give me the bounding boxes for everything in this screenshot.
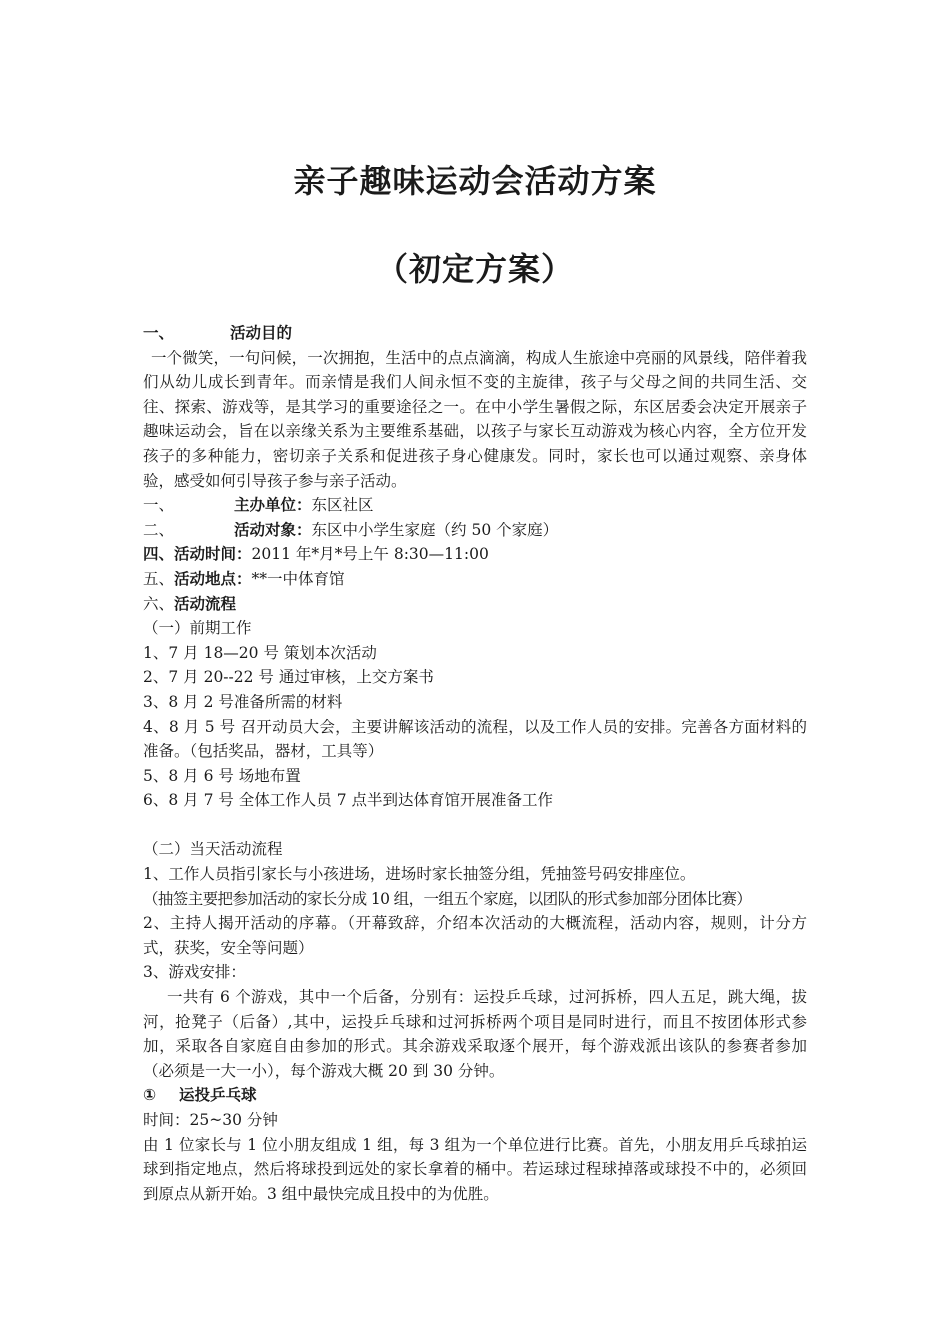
page-subtitle: （初定方案） (375, 250, 574, 288)
pre-work-item: 4、8 月 5 号 召开动员大会，主要讲解该活动的流程，以及工作人员的安排。完善各方面材料的准备。（包括奖品，器材，工具等） (143, 717, 807, 761)
time-line (143, 542, 807, 567)
target-value: 东区中小学生家庭（约 50 个家庭） (311, 520, 559, 539)
game-name: 运投乒乓球 (179, 1086, 257, 1105)
section-number: 六、 (143, 594, 175, 613)
pre-work-heading: （一）前期工作 (143, 619, 252, 638)
time-value: 2011 年*月*号上午 8:30—11:00 (251, 545, 489, 564)
game-heading (143, 1083, 807, 1108)
target-line (143, 518, 807, 543)
pre-work-item: 3、8 月 2 号准备所需的材料 (143, 692, 343, 711)
time-label: 活动时间： (174, 545, 252, 564)
place-value: **一中体育馆 (251, 569, 345, 588)
game-time: 时间：25~30 分钟 (143, 1111, 278, 1129)
pre-work-item: 1、7 月 18—20 号 策划本次活动 (143, 643, 377, 662)
day-flow-item: 1、工作人员指引家长与小孩进场，进场时家长抽签分组，凭抽签号码安排座位。 (143, 865, 696, 884)
document-body (143, 321, 807, 1206)
game-rules: 由 1 位家长与 1 位小朋友组成 1 组，每 3 组为一个单位进行比赛。首先，小朋友用乒乓球拍运球到指定地点，然后将球投到远处的家长拿着的桶中。若运球过程球掉落或球投不中的，必须回到原点从新开始。3 组中最快完成且投中的为优胜。 (143, 1135, 807, 1203)
games-intro-paragraph: 一共有 6 个游戏，其中一个后备，分别有：运投乒乓球，过河拆桥，四人五足，跳大绳，拔河，抢凳子（后备）,其中，运投乒乓球和过河拆桥两个项目是同时进行，而且不按团体形式参加，采取各自家庭自由参加的形式。其余游戏采取逐个展开，每个游戏派出该队的参赛者参加（必须是一大一小），每个游戏大概 20 到 30 分钟。 (143, 988, 807, 1080)
organizer-line (143, 493, 807, 518)
section-title: 活动目的 (230, 324, 293, 342)
section-number: 一、 (143, 324, 175, 342)
day-flow-note: （抽签主要把参加活动的家长分成 10 组，一组五个家庭，以团队的形式参加部分团体比赛） (143, 889, 752, 908)
flow-heading (143, 592, 807, 617)
organizer-value: 东区社区 (311, 496, 374, 515)
section-number: 五、 (143, 569, 175, 588)
section-heading-purpose (143, 321, 807, 346)
day-flow-item: 2、主持人揭开活动的序幕。（开幕致辞，介绍本次活动的大概流程，活动内容，规则，计分方式，获奖，安全等问题） (143, 914, 807, 957)
target-label: 活动对象： (234, 520, 312, 539)
place-line (143, 567, 807, 592)
section-number: 一、 (143, 496, 175, 515)
day-flow-item: 3、游戏安排： (143, 963, 246, 982)
pre-work-item: 5、8 月 6 号 场地布置 (143, 766, 301, 785)
organizer-label: 主办单位： (234, 496, 312, 515)
place-label: 活动地点： (174, 569, 252, 588)
game-marker: ① (143, 1086, 157, 1105)
day-flow-heading: （二）当天活动流程 (143, 840, 283, 859)
section-number: 二、 (143, 520, 175, 539)
pre-work-item: 6、8 月 7 号 全体工作人员 7 点半到达体育馆开展准备工作 (143, 791, 554, 810)
purpose-paragraph: 一个微笑，一句问候，一次拥抱，生活中的点点滴滴，构成人生旅途中亮丽的风景线，陪伴着我们从幼儿成长到青年。而亲情是我们人间永恒不变的主旋律，孩子与父母之间的共同生活、交往、探索、游戏等，是其学习的重要途径之一。在中小学生暑假之际，东区居委会决定开展亲子趣味运动会，旨在以亲缘关系为主要维系基础，以孩子与家长互动游戏为核心内容，全方位开发孩子的多种能力，密切亲子关系和促进孩子身心健康发。同时，家长也可以通过观察、亲身体验，感受如何引导孩子参与亲子活动。 (143, 348, 807, 490)
section-number: 四、 (143, 545, 175, 564)
page-title: 亲子趣味运动会活动方案 (293, 162, 657, 200)
pre-work-item: 2、7 月 20--22 号 通过审核，上交方案书 (143, 668, 434, 687)
flow-label: 活动流程 (174, 594, 237, 613)
